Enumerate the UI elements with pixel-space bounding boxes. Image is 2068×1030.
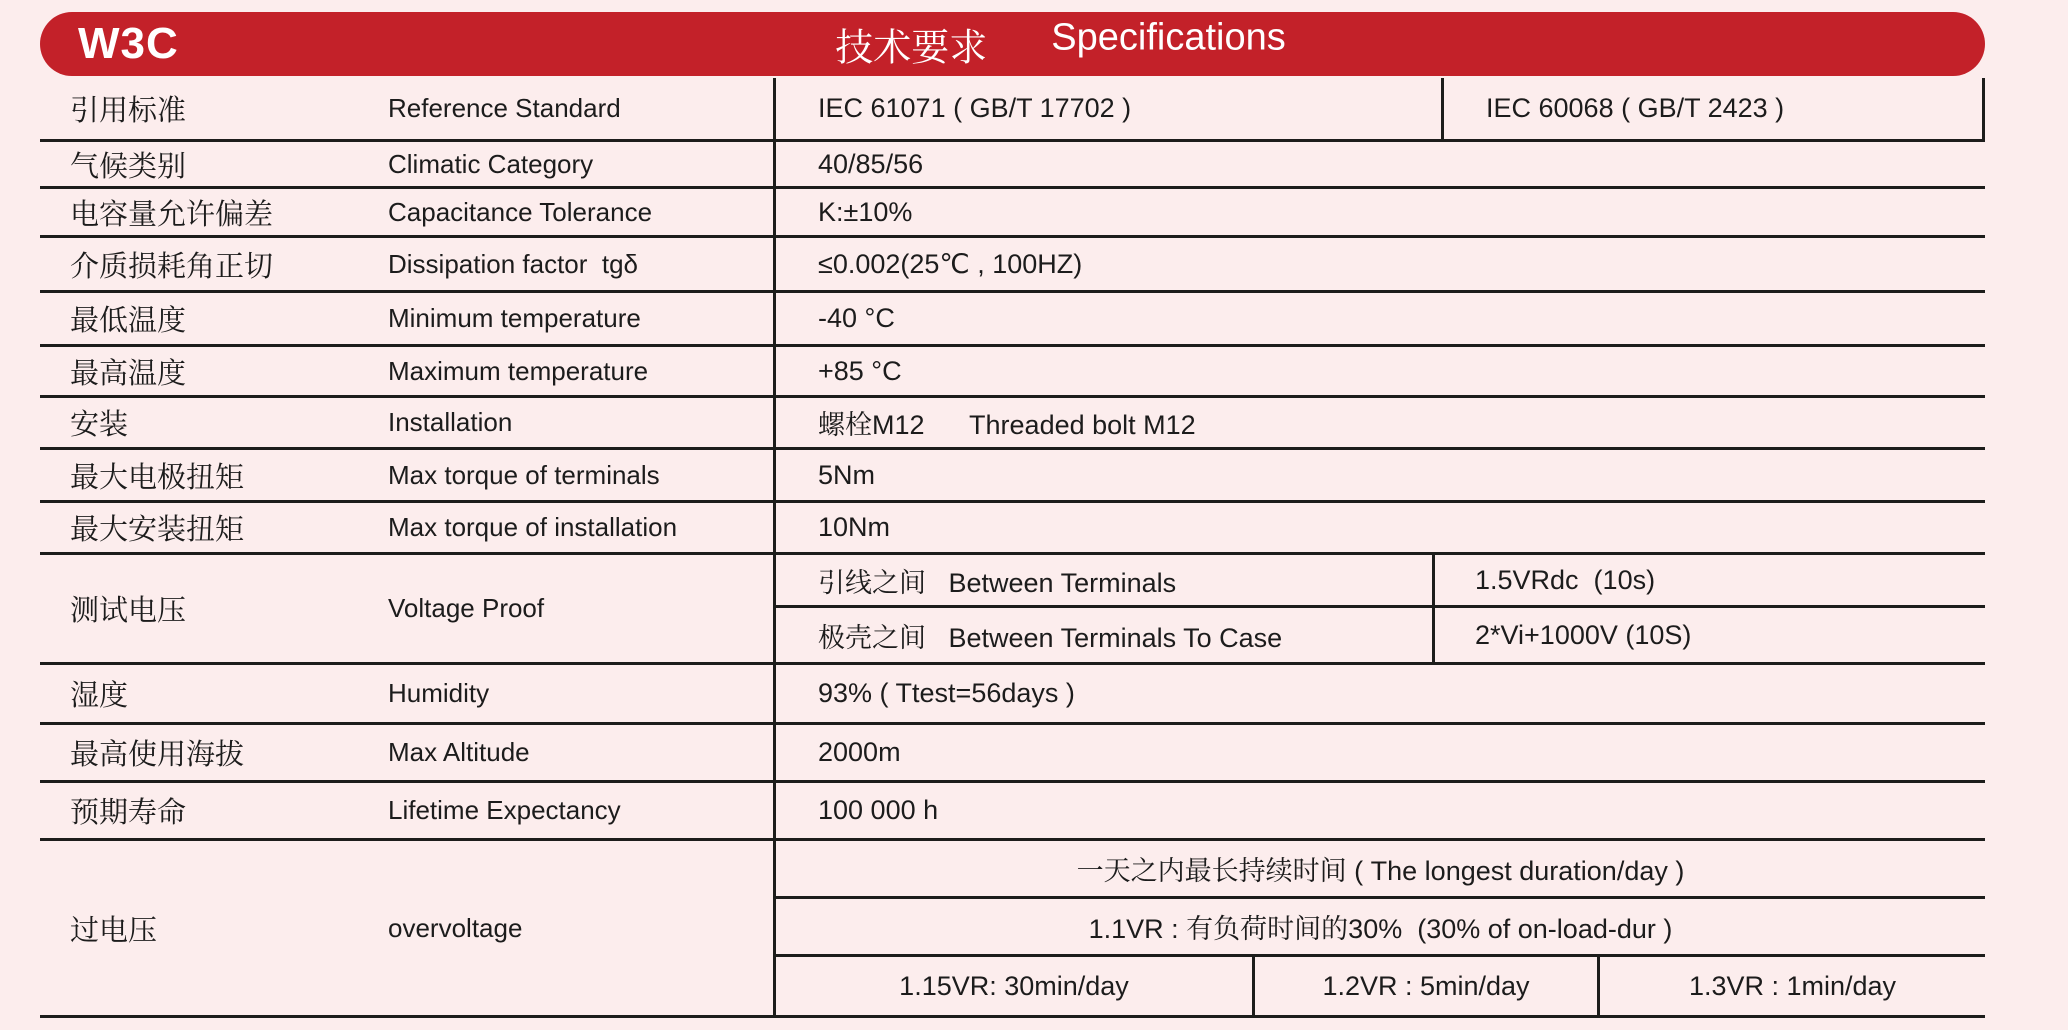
overvoltage-subtable — [776, 841, 1985, 1015]
row-dissipation-factor — [40, 238, 1985, 293]
label-cell — [40, 142, 776, 186]
value-cell: -40 °C — [818, 303, 895, 333]
label-zh: 湿度 — [70, 680, 129, 712]
sub-label: 极壳之间 Between Terminals To Case — [776, 608, 1435, 662]
voltage-proof-subtable — [776, 555, 1985, 662]
label-zh: 测试电压 — [70, 595, 187, 627]
label-en: Voltage Proof — [388, 593, 545, 623]
value-cell: 93% ( Ttest=56days ) — [818, 678, 1075, 708]
voltage-proof-row-terminals — [776, 555, 1985, 608]
overvoltage-1-3vr: 1.3VR : 1min/day — [1688, 970, 1897, 1001]
row-climatic-category — [40, 142, 1985, 189]
sub-value: 2*Vi+1000V (10S) — [1475, 619, 1692, 650]
label-en: Maximum temperature — [388, 355, 649, 386]
label-cell — [40, 665, 776, 722]
label-cell — [40, 725, 776, 780]
value-cell: 100 000 h — [818, 795, 939, 825]
label-en: Climatic Category — [388, 148, 594, 179]
spec-table — [40, 78, 1985, 1018]
label-zh: 过电压 — [70, 914, 158, 947]
label-zh: 介质损耗角正切 — [70, 250, 274, 283]
label-en: Max Altitude — [388, 737, 530, 767]
header-bar — [40, 12, 1985, 76]
label-zh: 最大电极扭矩 — [70, 461, 245, 494]
label-zh: 电容量允许偏差 — [70, 198, 274, 231]
label-cell — [40, 503, 776, 552]
row-capacitance-tolerance — [40, 189, 1985, 238]
label-zh: 最大安装扭矩 — [70, 514, 245, 546]
label-en: Dissipation factor tgδ — [388, 248, 639, 279]
label-zh: 气候类别 — [70, 150, 187, 183]
sub-label: 引线之间 Between Terminals — [776, 555, 1435, 605]
value-cell: 2000m — [818, 737, 901, 767]
value-cell: 5Nm — [818, 459, 876, 490]
row-maximum-temperature — [40, 347, 1985, 398]
row-voltage-proof — [40, 555, 1985, 665]
label-zh: 安装 — [70, 409, 129, 441]
value-cell: ≤0.002(25℃ , 100HZ) — [818, 248, 1083, 279]
value-cell: +85 °C — [818, 355, 902, 386]
value-cell: 40/85/56 — [818, 148, 924, 179]
row-reference-standard — [40, 78, 1985, 142]
product-code: W3C — [78, 19, 179, 68]
label-zh: 最高使用海拔 — [70, 739, 245, 771]
label-en: Humidity — [388, 678, 490, 708]
value-cell: IEC 61071 ( GB/T 17702 ) — [776, 78, 1444, 139]
overvoltage-1-2vr: 1.2VR : 5min/day — [1255, 957, 1600, 1015]
row-max-altitude — [40, 725, 1985, 783]
label-zh: 预期寿命 — [70, 797, 187, 829]
label-cell — [40, 78, 776, 139]
row-max-torque-terminals — [40, 450, 1985, 503]
label-cell — [40, 841, 776, 1015]
label-cell — [40, 398, 776, 447]
page-title-en: Specifications — [1051, 16, 1286, 59]
row-max-torque-installation — [40, 503, 1985, 555]
label-en: overvoltage — [388, 912, 523, 943]
label-zh: 最低温度 — [70, 305, 187, 337]
label-cell — [40, 293, 776, 344]
label-en: Max torque of installation — [388, 512, 678, 542]
row-humidity — [40, 665, 1985, 725]
label-cell — [40, 450, 776, 500]
label-en: Max torque of terminals — [388, 459, 660, 490]
value-cell: 螺栓M12 Threaded bolt M12 — [818, 410, 1196, 440]
label-en: Installation — [388, 407, 513, 437]
label-cell — [40, 189, 776, 235]
label-cell — [40, 238, 776, 290]
label-zh: 最高温度 — [70, 357, 187, 390]
page-title — [835, 17, 1285, 72]
label-cell — [40, 783, 776, 838]
overvoltage-duration-header: 一天之内最长持续时间 ( The longest duration/day ) — [776, 841, 1985, 899]
overvoltage-1-15vr: 1.15VR: 30min/day — [776, 957, 1255, 1015]
overvoltage-limits-row — [776, 957, 1985, 1015]
label-zh: 引用标准 — [70, 95, 187, 127]
value-cell: K:±10% — [818, 196, 913, 227]
label-en: Minimum temperature — [388, 303, 641, 333]
label-en: Reference Standard — [388, 93, 621, 123]
value-cell: IEC 60068 ( GB/T 2423 ) — [1486, 93, 1785, 123]
label-en: Capacitance Tolerance — [388, 196, 653, 227]
row-installation — [40, 398, 1985, 450]
label-cell — [40, 555, 776, 662]
label-en: Lifetime Expectancy — [388, 795, 621, 825]
row-minimum-temperature — [40, 293, 1985, 347]
row-lifetime-expectancy — [40, 783, 1985, 841]
value-cell: 10Nm — [818, 512, 891, 542]
label-cell — [40, 347, 776, 395]
voltage-proof-row-terminals-to-case — [776, 608, 1985, 662]
sub-value: 1.5VRdc (10s) — [1475, 564, 1656, 595]
overvoltage-1-1vr: 1.1VR : 有负荷时间的30% (30% of on-load-dur ) — [776, 899, 1985, 957]
row-overvoltage — [40, 841, 1985, 1018]
page-title-zh: 技术要求 — [835, 27, 988, 70]
